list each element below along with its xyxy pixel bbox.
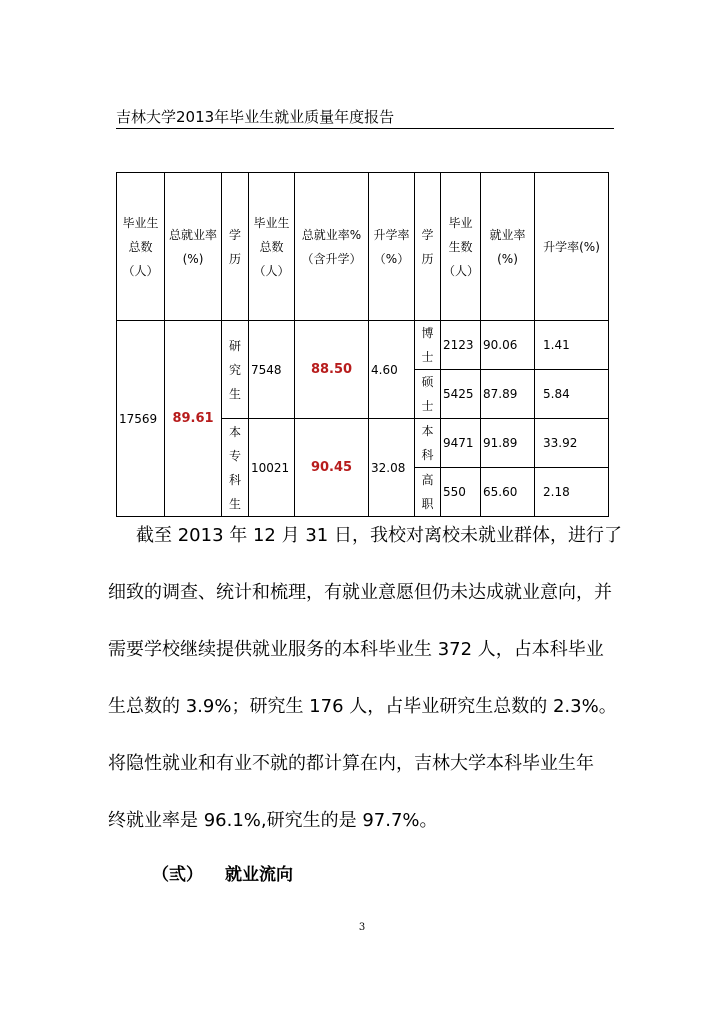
section-title: 就业流向 [225, 865, 293, 885]
group-further-cell: 32.08 [369, 419, 415, 517]
sub-rate-cell: 65.60 [481, 468, 535, 517]
sub-level-cell: 高职 [415, 468, 441, 517]
total-rate-cell: 89.61 [165, 321, 222, 517]
section-number: （弎） [152, 865, 203, 885]
header-cell: 毕业生总数（人） [249, 173, 295, 321]
sub-count-cell: 550 [441, 468, 481, 517]
group-level-cell: 研究生 [222, 321, 249, 419]
sub-rate-cell: 87.89 [481, 370, 535, 419]
table-header-row [117, 173, 609, 321]
sub-further-cell: 1.41 [535, 321, 609, 370]
table-row [117, 321, 609, 370]
sub-further-cell: 5.84 [535, 370, 609, 419]
sub-further-cell: 2.18 [535, 468, 609, 517]
header-cell: 学历 [415, 173, 441, 321]
header-cell: 升学率(%) [535, 173, 609, 321]
page-number: 3 [358, 922, 366, 933]
sub-level-cell: 博士 [415, 321, 441, 370]
total-graduates-cell: 17569 [117, 321, 165, 517]
header-cell: 升学率（%） [369, 173, 415, 321]
body-paragraph-line: 将隐性就业和有业不就的都计算在内，吉林大学本科毕业生年 [108, 753, 594, 774]
body-paragraph-line: 生总数的 3.9%；研究生 176 人，占毕业研究生总数的 2.3%。 [108, 696, 617, 717]
header-cell: 总就业率(%) [165, 173, 222, 321]
group-count-cell: 7548 [249, 321, 295, 419]
sub-rate-cell: 90.06 [481, 321, 535, 370]
sub-count-cell: 9471 [441, 419, 481, 468]
header-cell: 总就业率%（含升学） [295, 173, 369, 321]
body-paragraph-line: 需要学校继续提供就业服务的本科毕业生 372 人，占本科毕业 [108, 639, 604, 660]
header-cell: 毕业生总数（人） [117, 173, 165, 321]
header-cell: 就业率(%) [481, 173, 535, 321]
group-level-cell: 本专科生 [222, 419, 249, 517]
employment-stats-table [116, 172, 609, 517]
sub-rate-cell: 91.89 [481, 419, 535, 468]
header-cell: 毕业生数（人） [441, 173, 481, 321]
header-cell: 学历 [222, 173, 249, 321]
group-count-cell: 10021 [249, 419, 295, 517]
body-paragraph-line: 细致的调查、统计和梳理，有就业意愿但仍未达成就业意向，并 [108, 582, 612, 603]
sub-count-cell: 2123 [441, 321, 481, 370]
body-paragraph-line: 截至 2013 年 12 月 31 日，我校对离校未就业群体，进行了 [136, 525, 622, 546]
sub-level-cell: 硕士 [415, 370, 441, 419]
page-header: 吉林大学2013年毕业生就业质量年度报告 [116, 106, 614, 129]
group-rate-cell: 90.45 [295, 419, 369, 517]
group-rate-cell: 88.50 [295, 321, 369, 419]
group-further-cell: 4.60 [369, 321, 415, 419]
section-heading [152, 860, 293, 885]
sub-level-cell: 本科 [415, 419, 441, 468]
sub-further-cell: 33.92 [535, 419, 609, 468]
sub-count-cell: 5425 [441, 370, 481, 419]
body-paragraph-line: 终就业率是 96.1%,研究生的是 97.7%。 [108, 810, 438, 831]
